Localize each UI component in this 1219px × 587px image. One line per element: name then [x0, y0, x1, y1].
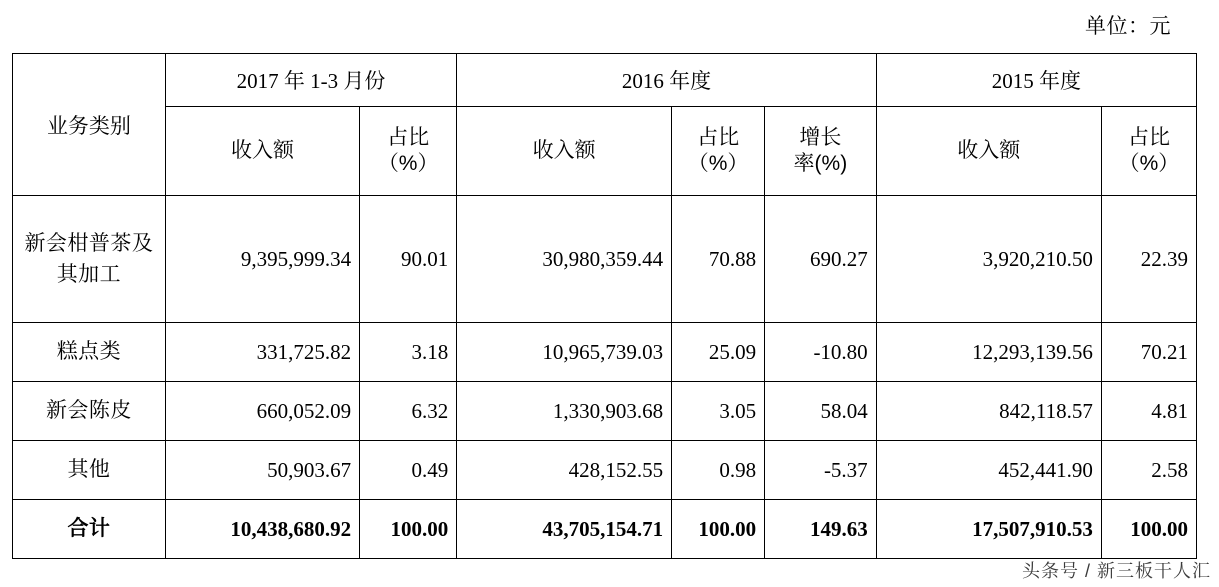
cell-growth-2016: -5.37: [765, 441, 877, 500]
header-amount-2015: 收入额: [876, 107, 1101, 196]
header-share-2015-line2: （%）: [1118, 152, 1180, 175]
table-row: [13, 382, 1197, 441]
total-amount-2015: 17,507,910.53: [876, 500, 1101, 559]
cell-amount-2016: 30,980,359.44: [457, 196, 672, 323]
total-amount-2016: 43,705,154.71: [457, 500, 672, 559]
table-header-row-periods: [13, 54, 1197, 107]
cell-amount-2015: 842,118.57: [876, 382, 1101, 441]
header-share-2017-line1: 占比: [387, 125, 430, 149]
cell-share-2016: 3.05: [672, 382, 765, 441]
cell-share-2015: 22.39: [1101, 196, 1196, 323]
cell-share-2016: 70.88: [672, 196, 765, 323]
table-total-row: [13, 500, 1197, 559]
header-growth-line2: 率(%): [793, 152, 848, 175]
table-row: [13, 441, 1197, 500]
header-share-2017: [360, 107, 457, 196]
header-share-2016: [672, 107, 765, 196]
header-growth-line1: 增长: [799, 125, 842, 149]
table-row: [13, 196, 1197, 323]
cell-growth-2016: 690.27: [765, 196, 877, 323]
total-share-2017: 100.00: [360, 500, 457, 559]
cell-share-2015: 70.21: [1101, 323, 1196, 382]
cell-amount-2015: 452,441.90: [876, 441, 1101, 500]
cell-share-2016: 0.98: [672, 441, 765, 500]
revenue-breakdown-table-wrapper: [12, 53, 1197, 559]
total-share-2015: 100.00: [1101, 500, 1196, 559]
cell-share-2017: 90.01: [360, 196, 457, 323]
total-share-2016: 100.00: [672, 500, 765, 559]
cell-amount-2017: 50,903.67: [165, 441, 359, 500]
cell-amount-2017: 331,725.82: [165, 323, 359, 382]
cell-amount-2016: 10,965,739.03: [457, 323, 672, 382]
cell-amount-2016: 428,152.55: [457, 441, 672, 500]
row-label: 新会柑普茶及其加工: [13, 196, 166, 323]
table-body: [13, 196, 1197, 559]
header-share-2016-line1: 占比: [697, 125, 740, 149]
row-label: 其他: [13, 441, 166, 500]
table-row: [13, 323, 1197, 382]
row-label: 新会陈皮: [13, 382, 166, 441]
header-period-2015: 2015 年度: [876, 54, 1196, 107]
header-amount-2017: 收入额: [165, 107, 359, 196]
header-share-2016-line2: （%）: [687, 152, 749, 175]
cell-share-2015: 4.81: [1101, 382, 1196, 441]
cell-amount-2015: 12,293,139.56: [876, 323, 1101, 382]
unit-note: 单位：元: [1085, 15, 1171, 38]
cell-amount-2017: 660,052.09: [165, 382, 359, 441]
total-amount-2017: 10,438,680.92: [165, 500, 359, 559]
header-share-2017-line2: （%）: [377, 152, 439, 175]
header-amount-2016: 收入额: [457, 107, 672, 196]
cell-share-2015: 2.58: [1101, 441, 1196, 500]
header-growth-2016: [765, 107, 877, 196]
row-label: 糕点类: [13, 323, 166, 382]
cell-share-2017: 3.18: [360, 323, 457, 382]
cell-share-2016: 25.09: [672, 323, 765, 382]
revenue-breakdown-table: [12, 53, 1197, 559]
cell-growth-2016: -10.80: [765, 323, 877, 382]
row-label-total: 合计: [13, 500, 166, 559]
cell-share-2017: 6.32: [360, 382, 457, 441]
cell-growth-2016: 58.04: [765, 382, 877, 441]
total-growth-2016: 149.63: [765, 500, 877, 559]
header-share-2015-line1: 占比: [1127, 125, 1170, 149]
cell-share-2017: 0.49: [360, 441, 457, 500]
cell-amount-2016: 1,330,903.68: [457, 382, 672, 441]
header-period-2016: 2016 年度: [457, 54, 876, 107]
cell-amount-2017: 9,395,999.34: [165, 196, 359, 323]
header-share-2015: [1101, 107, 1196, 196]
watermark-text: 头条号 / 新三板干人汇: [1021, 561, 1211, 581]
header-period-2017: 2017 年 1-3 月份: [165, 54, 456, 107]
header-category: 业务类别: [13, 54, 166, 196]
table-header: [13, 54, 1197, 196]
cell-amount-2015: 3,920,210.50: [876, 196, 1101, 323]
table-header-row-measures: [13, 107, 1197, 196]
